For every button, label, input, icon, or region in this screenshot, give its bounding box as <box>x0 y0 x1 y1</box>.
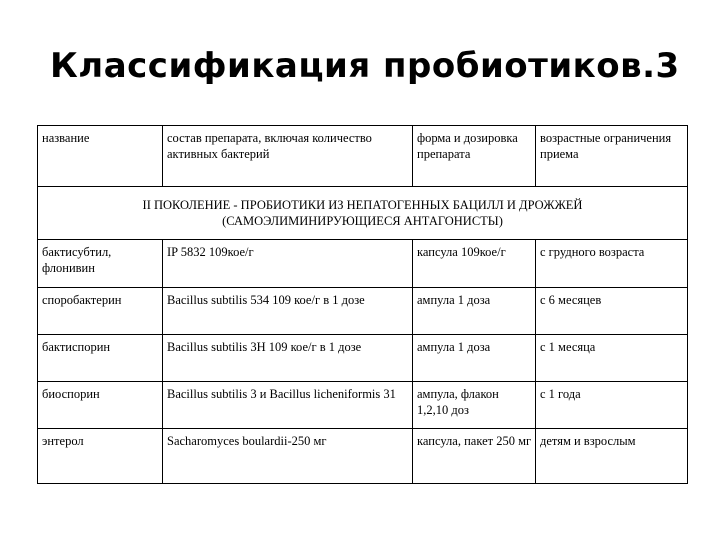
table-row <box>38 288 688 335</box>
cell-form-dosage: капсула, пакет 250 мг <box>413 429 536 484</box>
cell-name: бактисубтил, флонивин <box>38 240 163 288</box>
section-heading <box>38 187 688 240</box>
cell-name: биоспорин <box>38 382 163 429</box>
header-name: название <box>38 126 163 187</box>
cell-age-limits: с 6 месяцев <box>536 288 688 335</box>
cell-age-limits: с грудного возраста <box>536 240 688 288</box>
cell-name: бактиспорин <box>38 335 163 382</box>
cell-composition: IP 5832 109кое/г <box>163 240 413 288</box>
section-heading-line2: (САМОЭЛИМИНИРУЮЩИЕСЯ АНТАГОНИСТЫ) <box>222 214 503 228</box>
cell-age-limits: детям и взрослым <box>536 429 688 484</box>
header-form-dosage: форма и дозировка препарата <box>413 126 536 187</box>
cell-form-dosage: капсула 109кое/г <box>413 240 536 288</box>
cell-age-limits: с 1 года <box>536 382 688 429</box>
header-composition: состав препарата, включая количество активных бактерий <box>163 126 413 187</box>
cell-name: энтерол <box>38 429 163 484</box>
table-row <box>38 240 688 288</box>
section-heading-line1: II ПОКОЛЕНИЕ - ПРОБИОТИКИ ИЗ НЕПАТОГЕННЫХ БАЦИЛЛ И ДРОЖЖЕЙ <box>142 198 583 212</box>
cell-composition: Bacillus subtilis 3 и Bacillus licheniformis 31 <box>163 382 413 429</box>
table-row <box>38 429 688 484</box>
cell-form-dosage: ампула, флакон 1,2,10 доз <box>413 382 536 429</box>
cell-name: споробактерин <box>38 288 163 335</box>
header-age-limits: возрастные ограничения приема <box>536 126 688 187</box>
cell-form-dosage: ампула 1 доза <box>413 288 536 335</box>
slide-title: Классификация пробиотиков.3 <box>50 46 680 86</box>
cell-form-dosage: ампула 1 доза <box>413 335 536 382</box>
cell-composition: Sacharomyces boulardii-250 мг <box>163 429 413 484</box>
table-row <box>38 335 688 382</box>
table-header-row <box>38 126 688 187</box>
table-row <box>38 382 688 429</box>
cell-composition: Bacillus subtilis 3Н 109 кое/г в 1 дозе <box>163 335 413 382</box>
section-row <box>38 187 688 240</box>
probiotics-table <box>37 125 688 484</box>
cell-age-limits: с 1 месяца <box>536 335 688 382</box>
cell-composition: Bacillus subtilis 534 109 кое/г в 1 дозе <box>163 288 413 335</box>
